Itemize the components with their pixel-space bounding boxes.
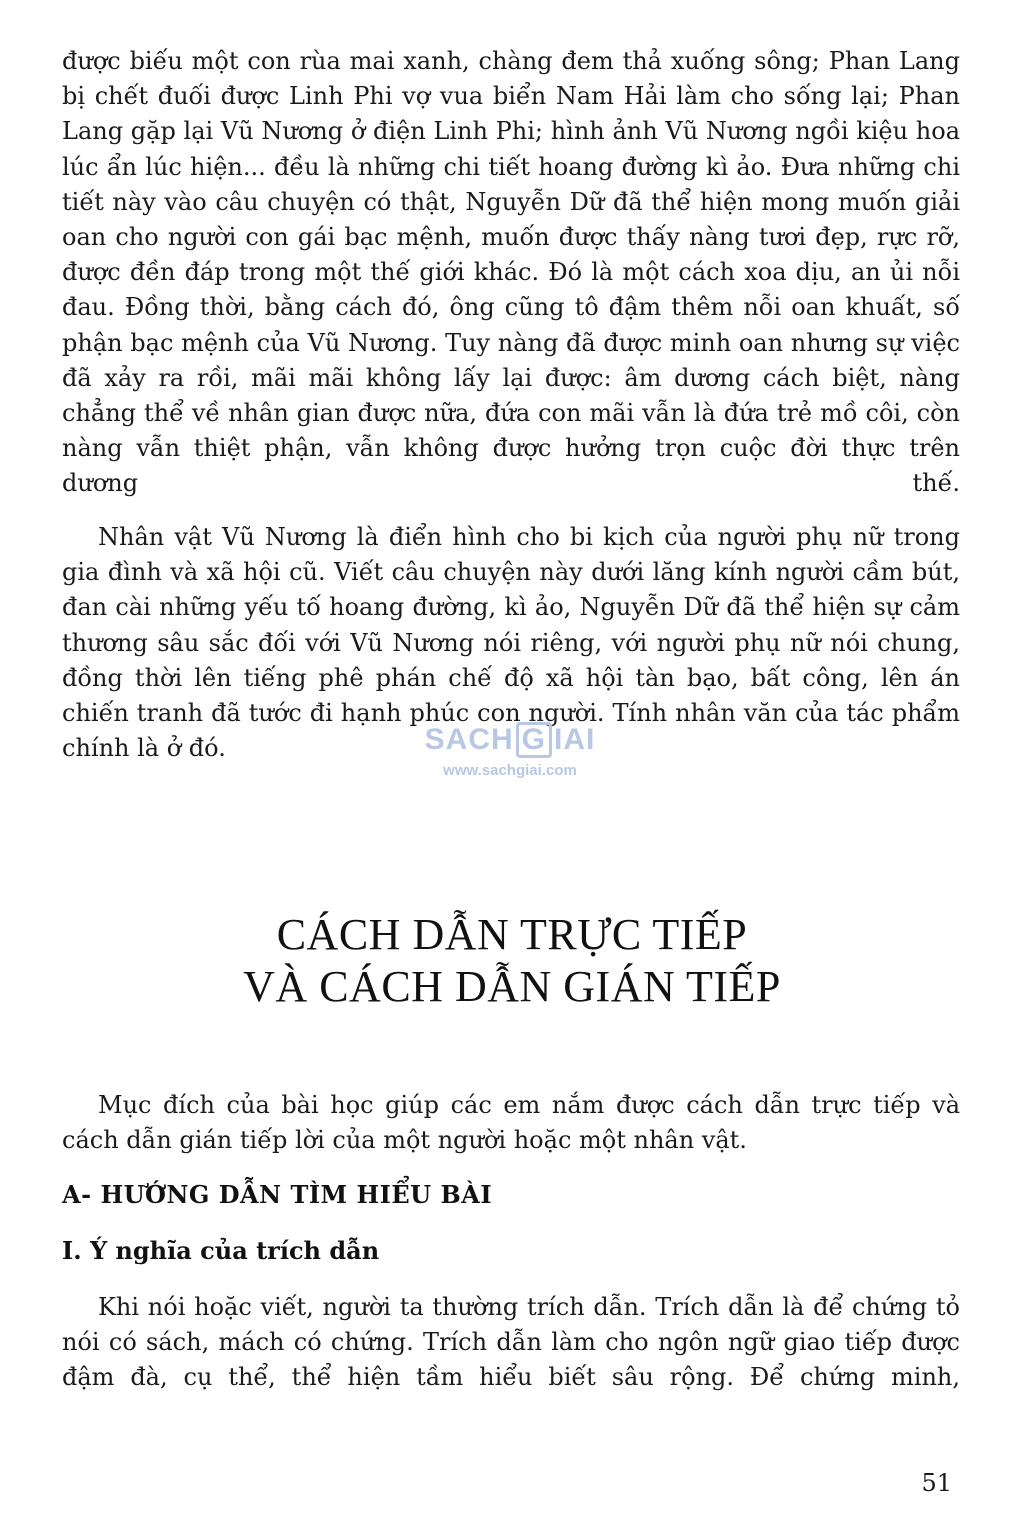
watermark-brand-right: IAI (554, 723, 596, 756)
lesson-title-line-2: VÀ CÁCH DẪN GIÁN TIẾP (243, 962, 781, 1011)
watermark-brand-mid: G (516, 722, 552, 758)
watermark-url: www.sachgiai.com (443, 762, 577, 779)
paragraph-vu-nuong-fantasy-details: được biếu một con rùa mai xanh, chàng đem thả xuống sông; Phan Lang bị chết đuối được Linh Phi vợ vua biển Nam Hải làm cho sống lại; Phan Lang gặp lại Vũ Nương ở điện Linh Phi; hình ảnh Vũ Nương ngồi kiệu hoa lúc ẩn lúc hiện... đều là những chi tiết hoang đường kì ảo. Đưa những chi tiết này vào câu chuyện có thật, Nguyễn Dữ đã thể hiện mong muốn giải oan cho người con gái bạc mệnh, muốn được thấy nàng tươi đẹp, rực rỡ, được đền đáp trong một thế giới khác. Đó là một cách xoa dịu, an ủi nỗi đau. Đồng thời, bằng cách đó, ông cũng tô đậm thêm nỗi oan khuất, số phận bạc mệnh của Vũ Nương. Tuy nàng đã được minh oan nhưng sự việc đã xảy ra rồi, mãi mãi không lấy lại được: âm dương cách biệt, nàng chẳng thể về nhân gian được nữa, đứa con mãi vẫn là đứa trẻ mồ côi, còn nàng vẫn thiệt phận, vẫn không được hưởng trọn cuộc đời thực trên dương thế. (62, 47, 960, 498)
watermark-logo (410, 720, 610, 760)
lesson-title-line-1: CÁCH DẪN TRỰC TIẾP (276, 910, 748, 959)
watermark (410, 720, 610, 800)
paragraph-lesson-purpose: Mục đích của bài học giúp các em nắm được cách dẫn trực tiếp và cách dẫn gián tiếp lời của một người hoặc một nhân vật. (62, 1091, 960, 1155)
page-number: 51 (921, 1469, 952, 1497)
watermark-brand-left: SACH (424, 723, 514, 756)
paragraph-vu-nuong-tragedy: Nhân vật Vũ Nương là điển hình cho bi kịch của người phụ nữ trong gia đình và xã hội cũ. Viết câu chuyện này dưới lăng kính người cầm bút, đan cài những yếu tố hoang đường, kì ảo, Nguyễn Dữ đã thể hiện sự cảm thương sâu sắc đối với Vũ Nương nói riêng, với người phụ nữ nói chung, đồng thời lên tiếng phê phán chế độ xã hội tàn bạo, bất công, lên án chiến tranh đã tước đi hạnh phúc con người. Tính nhân văn của tác phẩm chính là ở đó. (62, 523, 960, 763)
section-heading-i: I. Ý nghĩa của trích dẫn (62, 1236, 380, 1265)
paragraph-quotation-meaning: Khi nói hoặc viết, người ta thường trích dẫn. Trích dẫn là để chứng tỏ nói có sách, mách có chứng. Trích dẫn làm cho ngôn ngữ giao tiếp được đậm đà, cụ thể, thể hiện tầm hiểu biết sâu rộng. Để chứng minh, (62, 1293, 960, 1392)
section-heading-a: A- HƯỚNG DẪN TÌM HIỂU BÀI (62, 1180, 493, 1209)
